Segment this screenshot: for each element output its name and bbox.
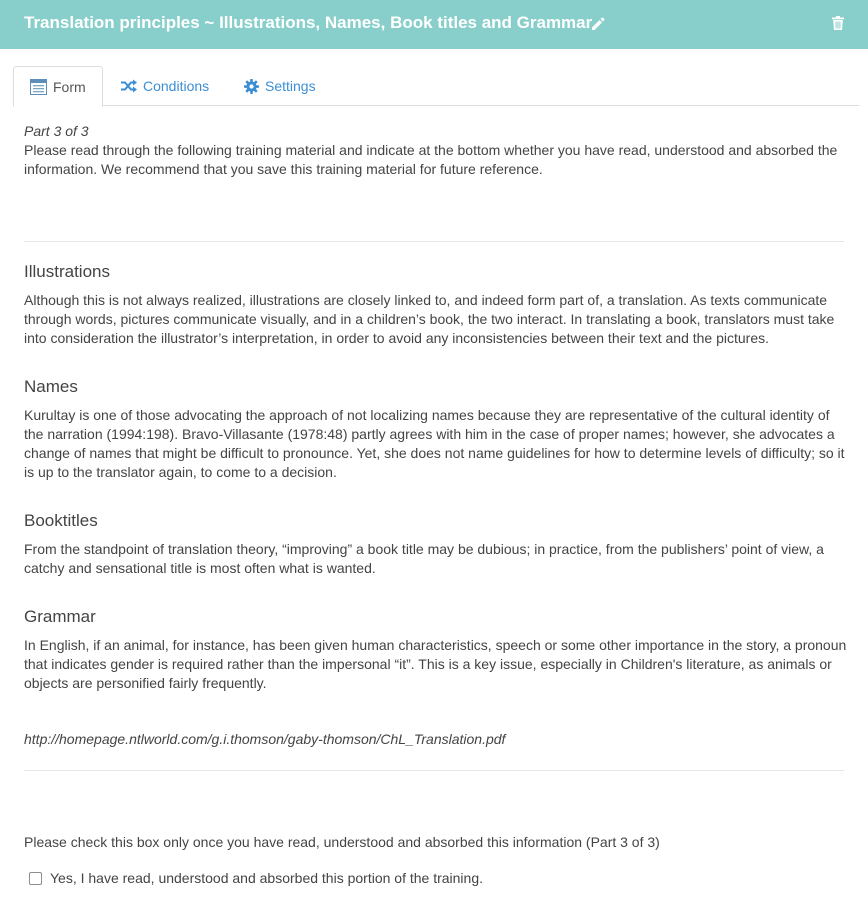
divider	[24, 770, 844, 771]
trash-icon[interactable]	[832, 16, 844, 30]
tab-settings-label: Settings	[265, 78, 316, 94]
intro-text: Please read through the following training material and indicate at the bottom whether you have read, understood and absorbed the information. We recommend that you save this training material for future reference.	[24, 142, 838, 177]
confirm-checkbox-row[interactable]	[29, 870, 483, 886]
confirm-checkbox[interactable]	[29, 872, 42, 885]
section-title-booktitles: Booktitles	[24, 511, 98, 530]
section-body-illustrations: Although this is not always realized, illustrations are closely linked to, and indeed form part of, a translation. As texts communicate through words, pictures communicate visually, and in a children’s book, the two interact. In translating a book, translators must take into consideration the illustrator’s interpretation, in order to avoid any inconsistencies between their text and the pictures.	[24, 292, 835, 346]
section-title-grammar: Grammar	[24, 607, 96, 626]
intro-block	[24, 122, 844, 179]
confirm-checkbox-label[interactable]: Yes, I have read, understood and absorbed this portion of the training.	[50, 870, 484, 886]
form-icon	[30, 79, 47, 95]
tab-settings[interactable]	[244, 66, 316, 106]
tab-conditions-label: Conditions	[143, 78, 210, 94]
tab-conditions[interactable]	[121, 66, 209, 106]
section-body-booktitles: From the standpoint of translation theory, “improving” a book title may be dubious; in practice, from the publishers’ point of view, a catchy and sensational title is most often what is wanted.	[24, 541, 824, 576]
tab-bar	[13, 66, 859, 106]
tab-form-label: Form	[53, 78, 86, 95]
divider	[24, 241, 844, 242]
confirm-instruction: Please check this box only once you have read, understood and absorbed this information (Part 3 of 3)	[24, 834, 660, 850]
section-title-names: Names	[24, 377, 78, 396]
gear-icon	[244, 79, 259, 94]
pencil-icon[interactable]	[590, 16, 606, 32]
source-reference: http://homepage.ntlworld.com/g.i.thomson/gaby-thomson/ChL_Translation.pdf	[24, 731, 506, 747]
section-body-names: Kurultay is one of those advocating the approach of not localizing names because they are representative of the cultural identity of the narration (1994:198). Bravo-Villasante (1978:48) partly agrees with him in the case of proper names; however, she advocates a change of names that might be difficult to pronounce. Yet, she does not name guidelines for how to determine levels of difficulty; so it is up to the translator again, to come to a decision.	[24, 407, 845, 480]
shuffle-icon	[121, 79, 137, 93]
tab-form[interactable]	[13, 66, 103, 107]
section-body-grammar: In English, if an animal, for instance, has been given human characteristics, speech or some other importance in the story, a pronoun that indicates gender is required rather than the impersonal “it”. This is a key issue, especially in Children's literature, as animals or objects are personified fairly frequently.	[24, 637, 847, 691]
form-header	[0, 0, 868, 49]
part-indicator: Part 3 of 3	[24, 123, 89, 139]
page-title: Translation principles ~ Illustrations, Names, Book titles and Grammar	[24, 13, 593, 32]
section-title-illustrations: Illustrations	[24, 262, 110, 281]
